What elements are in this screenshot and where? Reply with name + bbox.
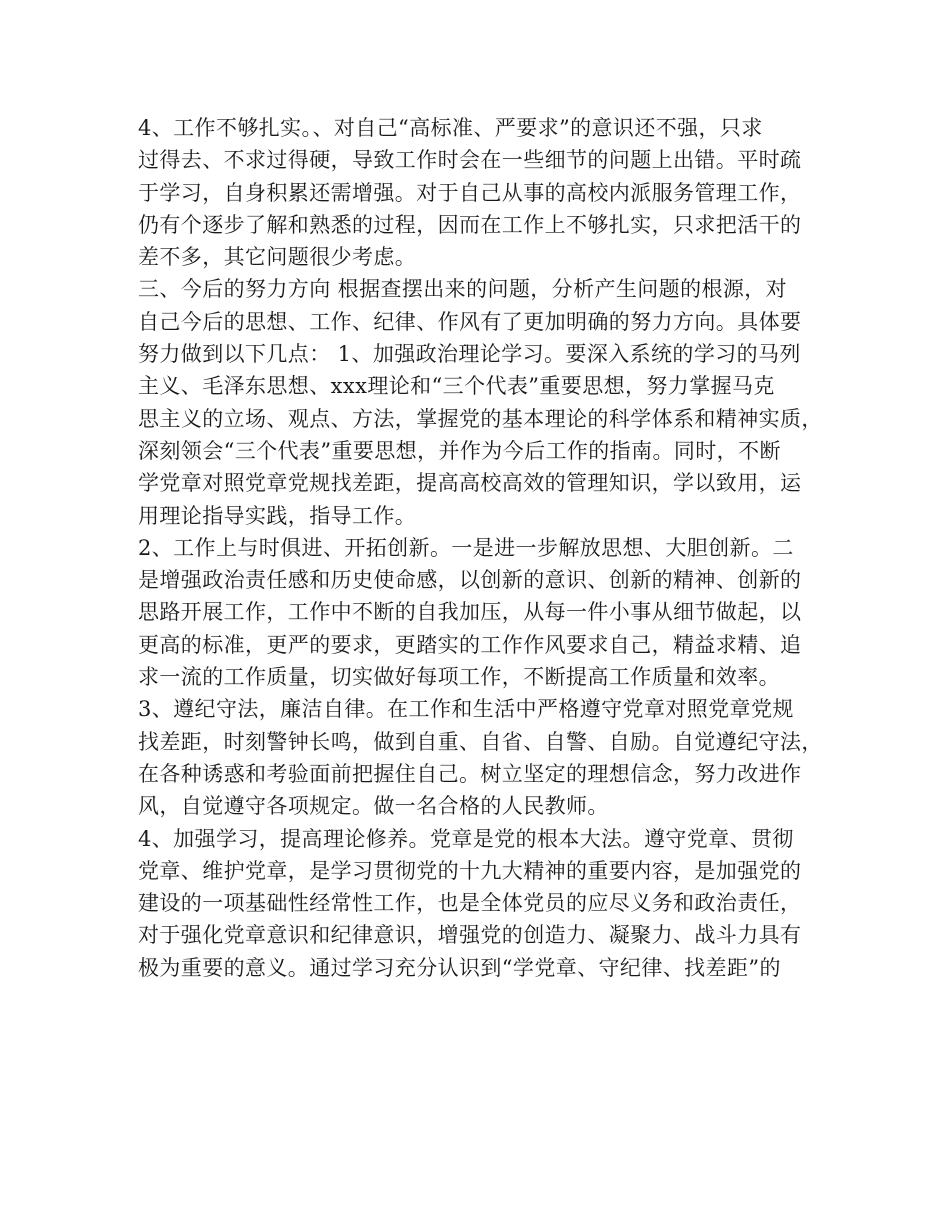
text-line: 更高的标准，更严的要求，更踏实的工作作风要求自己，精益求精、追 — [138, 632, 802, 657]
text-line: 用理论指导实践，指导工作。 — [138, 503, 417, 528]
text-line: 找差距，时刻警钟长鸣，做到自重、自省、自警、自励。自觉遵纪守法， — [138, 729, 823, 754]
text-line: 4、工作不够扎实。、对自己“高标准、严要求”的意识还不强，只求 — [138, 116, 763, 140]
text-line: 学党章对照党章党规找差距，提高高校高效的管理知识，学以致用，运 — [138, 471, 802, 496]
text-line: 求一流的工作质量，切实做好每项工作，不断提高工作质量和效率。 — [138, 665, 780, 690]
text-line: 党章、维护党章，是学习贯彻党的十九大精神的重要内容，是加强党的 — [138, 858, 802, 883]
text-line: 仍有个逐步了解和熟悉的过程，因而在工作上不够扎实，只求把活干的 — [138, 212, 802, 237]
text-line: 主义、毛泽东思想、xxx理论和“三个代表”重要思想，努力掌握马克 — [138, 374, 775, 399]
text-line: 深刻领会“三个代表”重要思想，并作为今后工作的指南。同时，不断 — [138, 438, 781, 463]
text-line: 极为重要的意义。通过学习充分认识到“学党章、守纪律、找差距”的 — [138, 955, 781, 980]
text-line: 对于强化党章意识和纪律意识，增强党的创造力、凝聚力、战斗力具有 — [138, 923, 802, 948]
text-line: 2、工作上与时俱进、开拓创新。一是进一步解放思想、大胆创新。二 — [138, 535, 794, 560]
text-line: 是增强政治责任感和历史使命感，以创新的意识、创新的精神、创新的 — [138, 568, 802, 593]
text-line: 3、遵纪守法，廉洁自律。在工作和生活中严格遵守党章对照党章党规 — [138, 697, 794, 722]
text-line: 在各种诱惑和考验面前把握住自己。树立坚定的理想信念，努力改进作 — [138, 761, 802, 786]
text-line: 过得去、不求过得硬，导致工作时会在一些细节的问题上出错。平时疏 — [138, 148, 802, 173]
text-line: 自己今后的思想、工作、纪律、作风有了更加明确的努力方向。具体要 — [138, 309, 802, 334]
text-line: 思路开展工作，工作中不断的自我加压，从每一件小事从细节做起，以 — [138, 600, 802, 625]
text-line: 努力做到以下几点： 1、加强政治理论学习。要深入系统的学习的马列 — [138, 342, 801, 367]
text-line: 建设的一项基础性经常性工作，也是全体党员的应尽义务和政治责任， — [138, 891, 802, 916]
text-line: 三、今后的努力方向 根据查摆出来的问题，分析产生问题的根源，对 — [138, 277, 788, 302]
document-body — [138, 112, 823, 984]
text-line: 思主义的立场、观点、方法，掌握党的基本理论的科学体系和精神实质， — [138, 406, 823, 431]
text-line: 4、加强学习，提高理论修养。党章是党的根本大法。遵守党章、贯彻 — [138, 826, 794, 851]
text-line: 于学习，自身积累还需增强。对于自己从事的高校内派服务管理工作， — [138, 180, 802, 205]
text-line: 风，自觉遵守各项规定。做一名合格的人民教师。 — [138, 794, 609, 819]
text-line: 差不多，其它问题很少考虑。 — [138, 245, 417, 270]
